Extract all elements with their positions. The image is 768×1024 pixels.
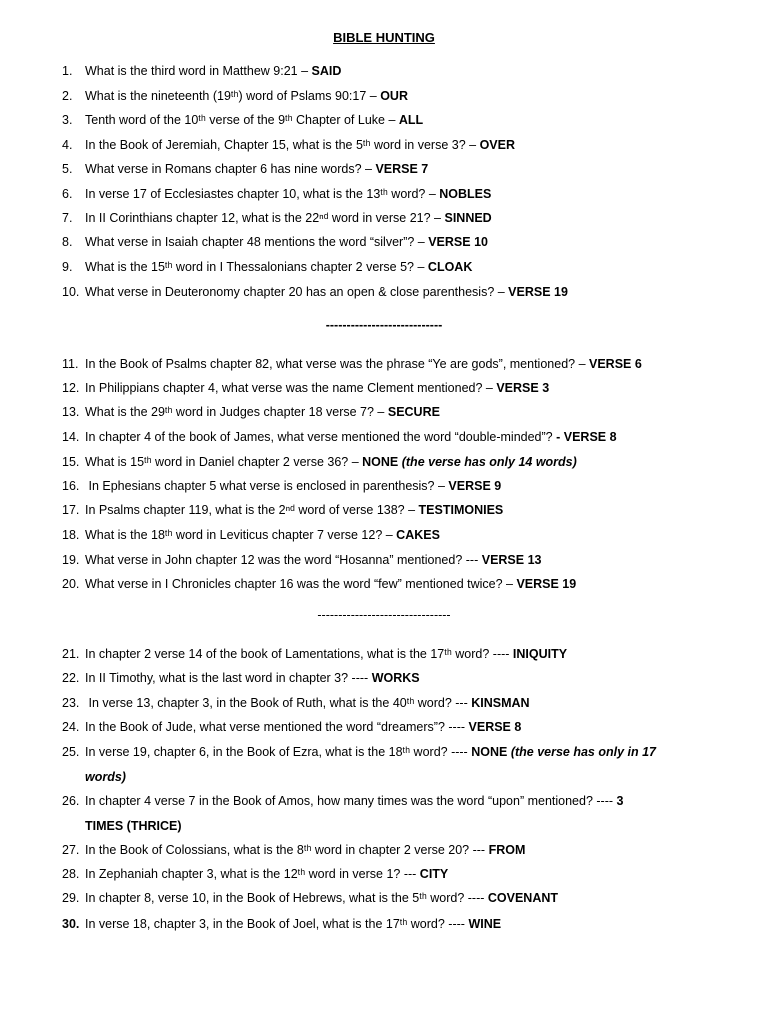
list-item: 10. What verse in Deuteronomy chapter 20 has an open & close parenthesis? – VERSE 19 [62, 285, 568, 299]
section-divider: -------------------------------- [317, 608, 451, 622]
list-item: 26. In chapter 4 verse 7 in the Book of Amos, how many times was the word “upon” mentioned? ---- 3 TIMES (THRICE) [62, 794, 624, 833]
list-item: 2. What is the nineteenth (19ᵗʰ) word of Pslams 90:17 – OUR [62, 89, 408, 103]
list-item: 16. In Ephesians chapter 5 what verse is enclosed in parenthesis? – VERSE 9 [62, 479, 502, 493]
list-item: 1. What is the third word in Matthew 9:21 – SAID [62, 64, 342, 78]
list-item: 23. In verse 13, chapter 3, in the Book of Ruth, what is the 40ᵗʰ word? --- KINSMAN [62, 696, 530, 710]
list-item: 8. What verse in Isaiah chapter 48 mentions the word “silver”? – VERSE 10 [62, 235, 488, 249]
list-item: 15. What is 15ᵗʰ word in Daniel chapter 2 verse 36? – NONE (the verse has only 14 words) [62, 455, 577, 469]
list-item: 6. In verse 17 of Ecclesiastes chapter 10, what is the 13ᵗʰ word? – NOBLES [62, 187, 492, 201]
list-item: 12. In Philippians chapter 4, what verse was the name Clement mentioned? – VERSE 3 [62, 381, 550, 395]
list-item: 25. In verse 19, chapter 6, in the Book of Ezra, what is the 18ᵗʰ word? ---- NONE (the verse has only in 17 words) [62, 745, 657, 784]
list-item: 28. In Zephaniah chapter 3, what is the 12ᵗʰ word in verse 1? --- CITY [62, 867, 449, 881]
list-item: 5. What verse in Romans chapter 6 has nine words? – VERSE 7 [62, 162, 429, 176]
section-divider: ---------------------------- [325, 318, 443, 332]
list-item: 11. In the Book of Psalms chapter 82, what verse was the phrase “Ye are gods”, mentioned? – VERSE 6 [62, 357, 642, 371]
list-item: 24. In the Book of Jude, what verse mentioned the word “dreamers”? ---- VERSE 8 [62, 720, 522, 734]
list-item: 22. In II Timothy, what is the last word in chapter 3? ---- WORKS [62, 671, 420, 685]
list-item: 18. What is the 18ᵗʰ word in Leviticus chapter 7 verse 12? – CAKES [62, 528, 440, 542]
list-item: 30. In verse 18, chapter 3, in the Book of Joel, what is the 17ᵗʰ word? ---- WINE [62, 917, 502, 931]
list-item: 7. In II Corinthians chapter 12, what is the 22ⁿᵈ word in verse 21? – SINNED [62, 211, 492, 225]
page-title: BIBLE HUNTING [333, 30, 435, 45]
list-item: 14. In chapter 4 of the book of James, what verse mentioned the word “double-minded”? - VERSE 8 [62, 430, 617, 444]
list-item: 29. In chapter 8, verse 10, in the Book of Hebrews, what is the 5ᵗʰ word? ---- COVENANT [62, 891, 559, 905]
list-item: 21. In chapter 2 verse 14 of the book of Lamentations, what is the 17ᵗʰ word? ---- INIQUITY [62, 647, 568, 661]
list-item: 9. What is the 15ᵗʰ word in I Thessalonians chapter 2 verse 5? – CLOAK [62, 260, 473, 274]
list-item: 19. What verse in John chapter 12 was the word “Hosanna” mentioned? --- VERSE 13 [62, 553, 542, 567]
list-item: 4. In the Book of Jeremiah, Chapter 15, what is the 5ᵗʰ word in verse 3? – OVER [62, 138, 515, 152]
list-item: 17. In Psalms chapter 119, what is the 2ⁿᵈ word of verse 138? – TESTIMONIES [62, 503, 504, 517]
list-item: 13. What is the 29ᵗʰ word in Judges chapter 18 verse 7? – SECURE [62, 405, 440, 419]
list-item: 27. In the Book of Colossians, what is the 8ᵗʰ word in chapter 2 verse 20? --- FROM [62, 843, 526, 857]
list-item: 20. What verse in I Chronicles chapter 16 was the word “few” mentioned twice? – VERSE 19 [62, 577, 577, 591]
list-item: 3. Tenth word of the 10ᵗʰ verse of the 9ᵗʰ Chapter of Luke – ALL [62, 113, 424, 127]
